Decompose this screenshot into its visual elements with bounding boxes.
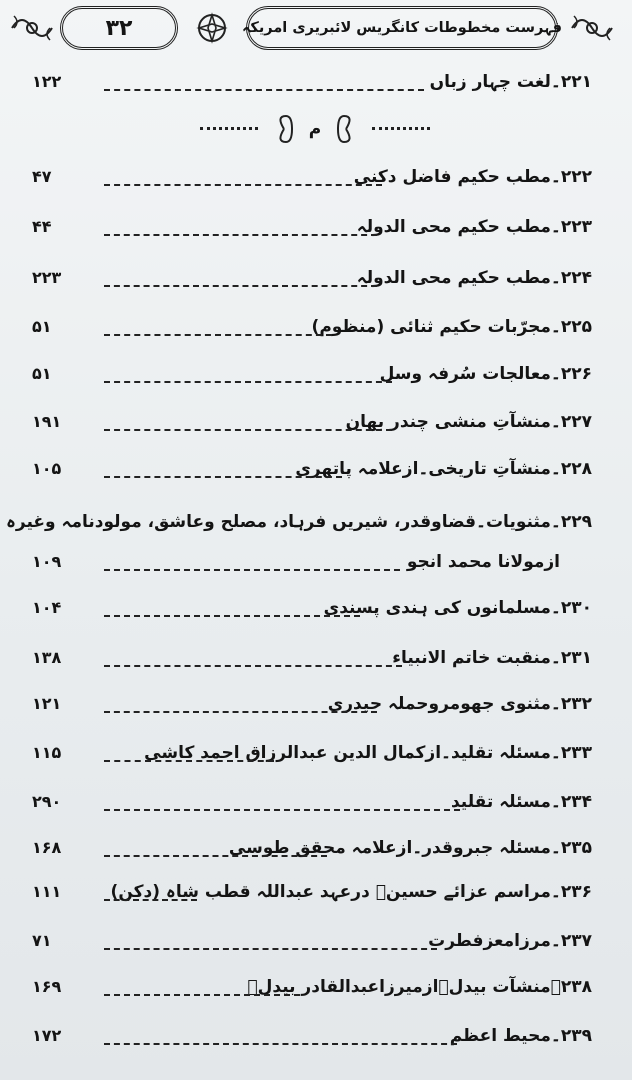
entry-folio: ۱۰۹ bbox=[32, 552, 62, 571]
entry-title: ۲۲۱۔لغت چہار زباں bbox=[429, 72, 592, 92]
catalog-entry bbox=[32, 1020, 592, 1056]
catalog-entry bbox=[32, 832, 592, 868]
catalog-entry bbox=[32, 737, 592, 773]
entry-title: ۲۳۲۔مثنوی جھومروحملہ حیدری bbox=[327, 694, 592, 714]
entry-folio: ۱۲۱ bbox=[32, 694, 62, 713]
center-floral-ornament-icon bbox=[188, 8, 236, 48]
catalog-entry bbox=[32, 642, 592, 678]
entry-folio: ۱۱۵ bbox=[32, 743, 62, 762]
entry-folio: ۱۲۲ bbox=[32, 72, 62, 91]
entry-folio: ۱۳۸ bbox=[32, 648, 62, 667]
catalog-entry bbox=[32, 66, 592, 102]
catalog-entry bbox=[32, 592, 592, 628]
entry-folio: ۱۰۵ bbox=[32, 459, 62, 478]
catalog-entry bbox=[32, 453, 592, 489]
entry-title: ۲۳۰۔مسلمانوں کی ہندی پسندی bbox=[323, 598, 592, 618]
page-number: ۳۲ bbox=[60, 6, 178, 50]
entry-title: ۲۳۷۔مرزامعزفطرت bbox=[428, 931, 592, 951]
page-header bbox=[8, 2, 624, 52]
section-divider bbox=[200, 112, 430, 148]
entry-title: ۲۳۵۔مسئلہ جبروقدر۔ازعلامہ محقق طوسی bbox=[228, 838, 592, 858]
catalog-entry bbox=[5, 506, 592, 542]
entry-folio: ۲۲۳ bbox=[32, 268, 62, 287]
section-letter: م bbox=[308, 119, 322, 139]
entry-folio: ۱۰۴ bbox=[32, 598, 62, 617]
catalog-entry bbox=[32, 876, 592, 912]
entry-folio: ۴۷ bbox=[32, 167, 52, 186]
entry-folio: ۱۶۹ bbox=[32, 977, 62, 996]
catalog-entry bbox=[32, 971, 592, 1007]
entry-folio: ۷۱ bbox=[32, 931, 52, 950]
entry-title: ۲۳۹۔محیط اعظم bbox=[449, 1026, 592, 1046]
entry-title: ۲۲۲۔مطب حکیم فاضل دکنی bbox=[353, 167, 592, 187]
left-floral-ornament-icon bbox=[8, 8, 56, 48]
catalog-entry bbox=[32, 311, 592, 347]
catalog-entry bbox=[32, 161, 592, 197]
right-floral-ornament-icon bbox=[568, 8, 616, 48]
entry-title: ۲۳۴۔مسئلہ تقلید bbox=[450, 792, 592, 812]
entry-folio: ۱۹۱ bbox=[32, 412, 62, 431]
entry-title: ۲۲۴۔مطب حکیم محی الدولہ bbox=[356, 268, 592, 288]
entry-title: ۲۲۳۔مطب حکیم محی الدولہ bbox=[356, 217, 592, 237]
catalog-entry bbox=[32, 688, 592, 724]
entry-title: ۲۲۵۔مجرّبات حکیم ثنائی (منظوم) bbox=[311, 317, 592, 337]
catalog-entry bbox=[32, 262, 592, 298]
entry-folio: ۱۱۱ bbox=[32, 882, 62, 901]
entry-title: ۲۲۹۔مثنویات۔قضاوقدر، شیریں فرہاد، مصلح وعاشق، مولودنامہ وغیرہ bbox=[5, 512, 592, 532]
entry-title: ۲۲۷۔منشآتِ منشی چندر بھان bbox=[345, 412, 592, 432]
header-title: فہرست مخطوطات کانگریس لائبریری امریکہ bbox=[246, 6, 558, 50]
entry-folio: ۲۹۰ bbox=[32, 792, 62, 811]
entry-title: ۲۳۱۔منقبت خاتم الانبیاء bbox=[392, 648, 592, 668]
entry-title-continuation: ازمولانا محمد انجو bbox=[406, 552, 560, 572]
catalog-entry-continuation bbox=[32, 546, 592, 582]
entry-folio: ۱۶۸ bbox=[32, 838, 62, 857]
catalog-entry bbox=[32, 358, 592, 394]
entry-folio: ۵۱ bbox=[32, 364, 52, 383]
catalog-entry bbox=[32, 925, 592, 961]
catalog-entry bbox=[32, 406, 592, 442]
entry-folio: ۵۱ bbox=[32, 317, 52, 336]
entry-folio: ۴۴ bbox=[32, 217, 52, 236]
entry-title: ۲۳۶۔مراسم عزائے حسینؑ درعہد عبداللہ قطب شاہ (دکن) bbox=[110, 882, 592, 902]
entry-folio: ۱۷۲ bbox=[32, 1026, 62, 1045]
entry-title: ۲۲۶۔معالجات سُرفہ وسل bbox=[379, 364, 592, 384]
catalog-entry bbox=[32, 211, 592, 247]
catalog-entry bbox=[32, 786, 592, 822]
entry-title: ۲۲۸۔منشآتِ تاریخی۔ازعلامہ پاتھری bbox=[295, 459, 592, 479]
entry-title: ۲۳۸۔منشآت بیدل۔ازمیرزاعبدالقادر بیدلؔ bbox=[247, 977, 592, 997]
entry-title: ۲۳۳۔مسئلہ تقلید۔ازکمال الدین عبدالرزاق احمد کاشی bbox=[144, 743, 592, 763]
